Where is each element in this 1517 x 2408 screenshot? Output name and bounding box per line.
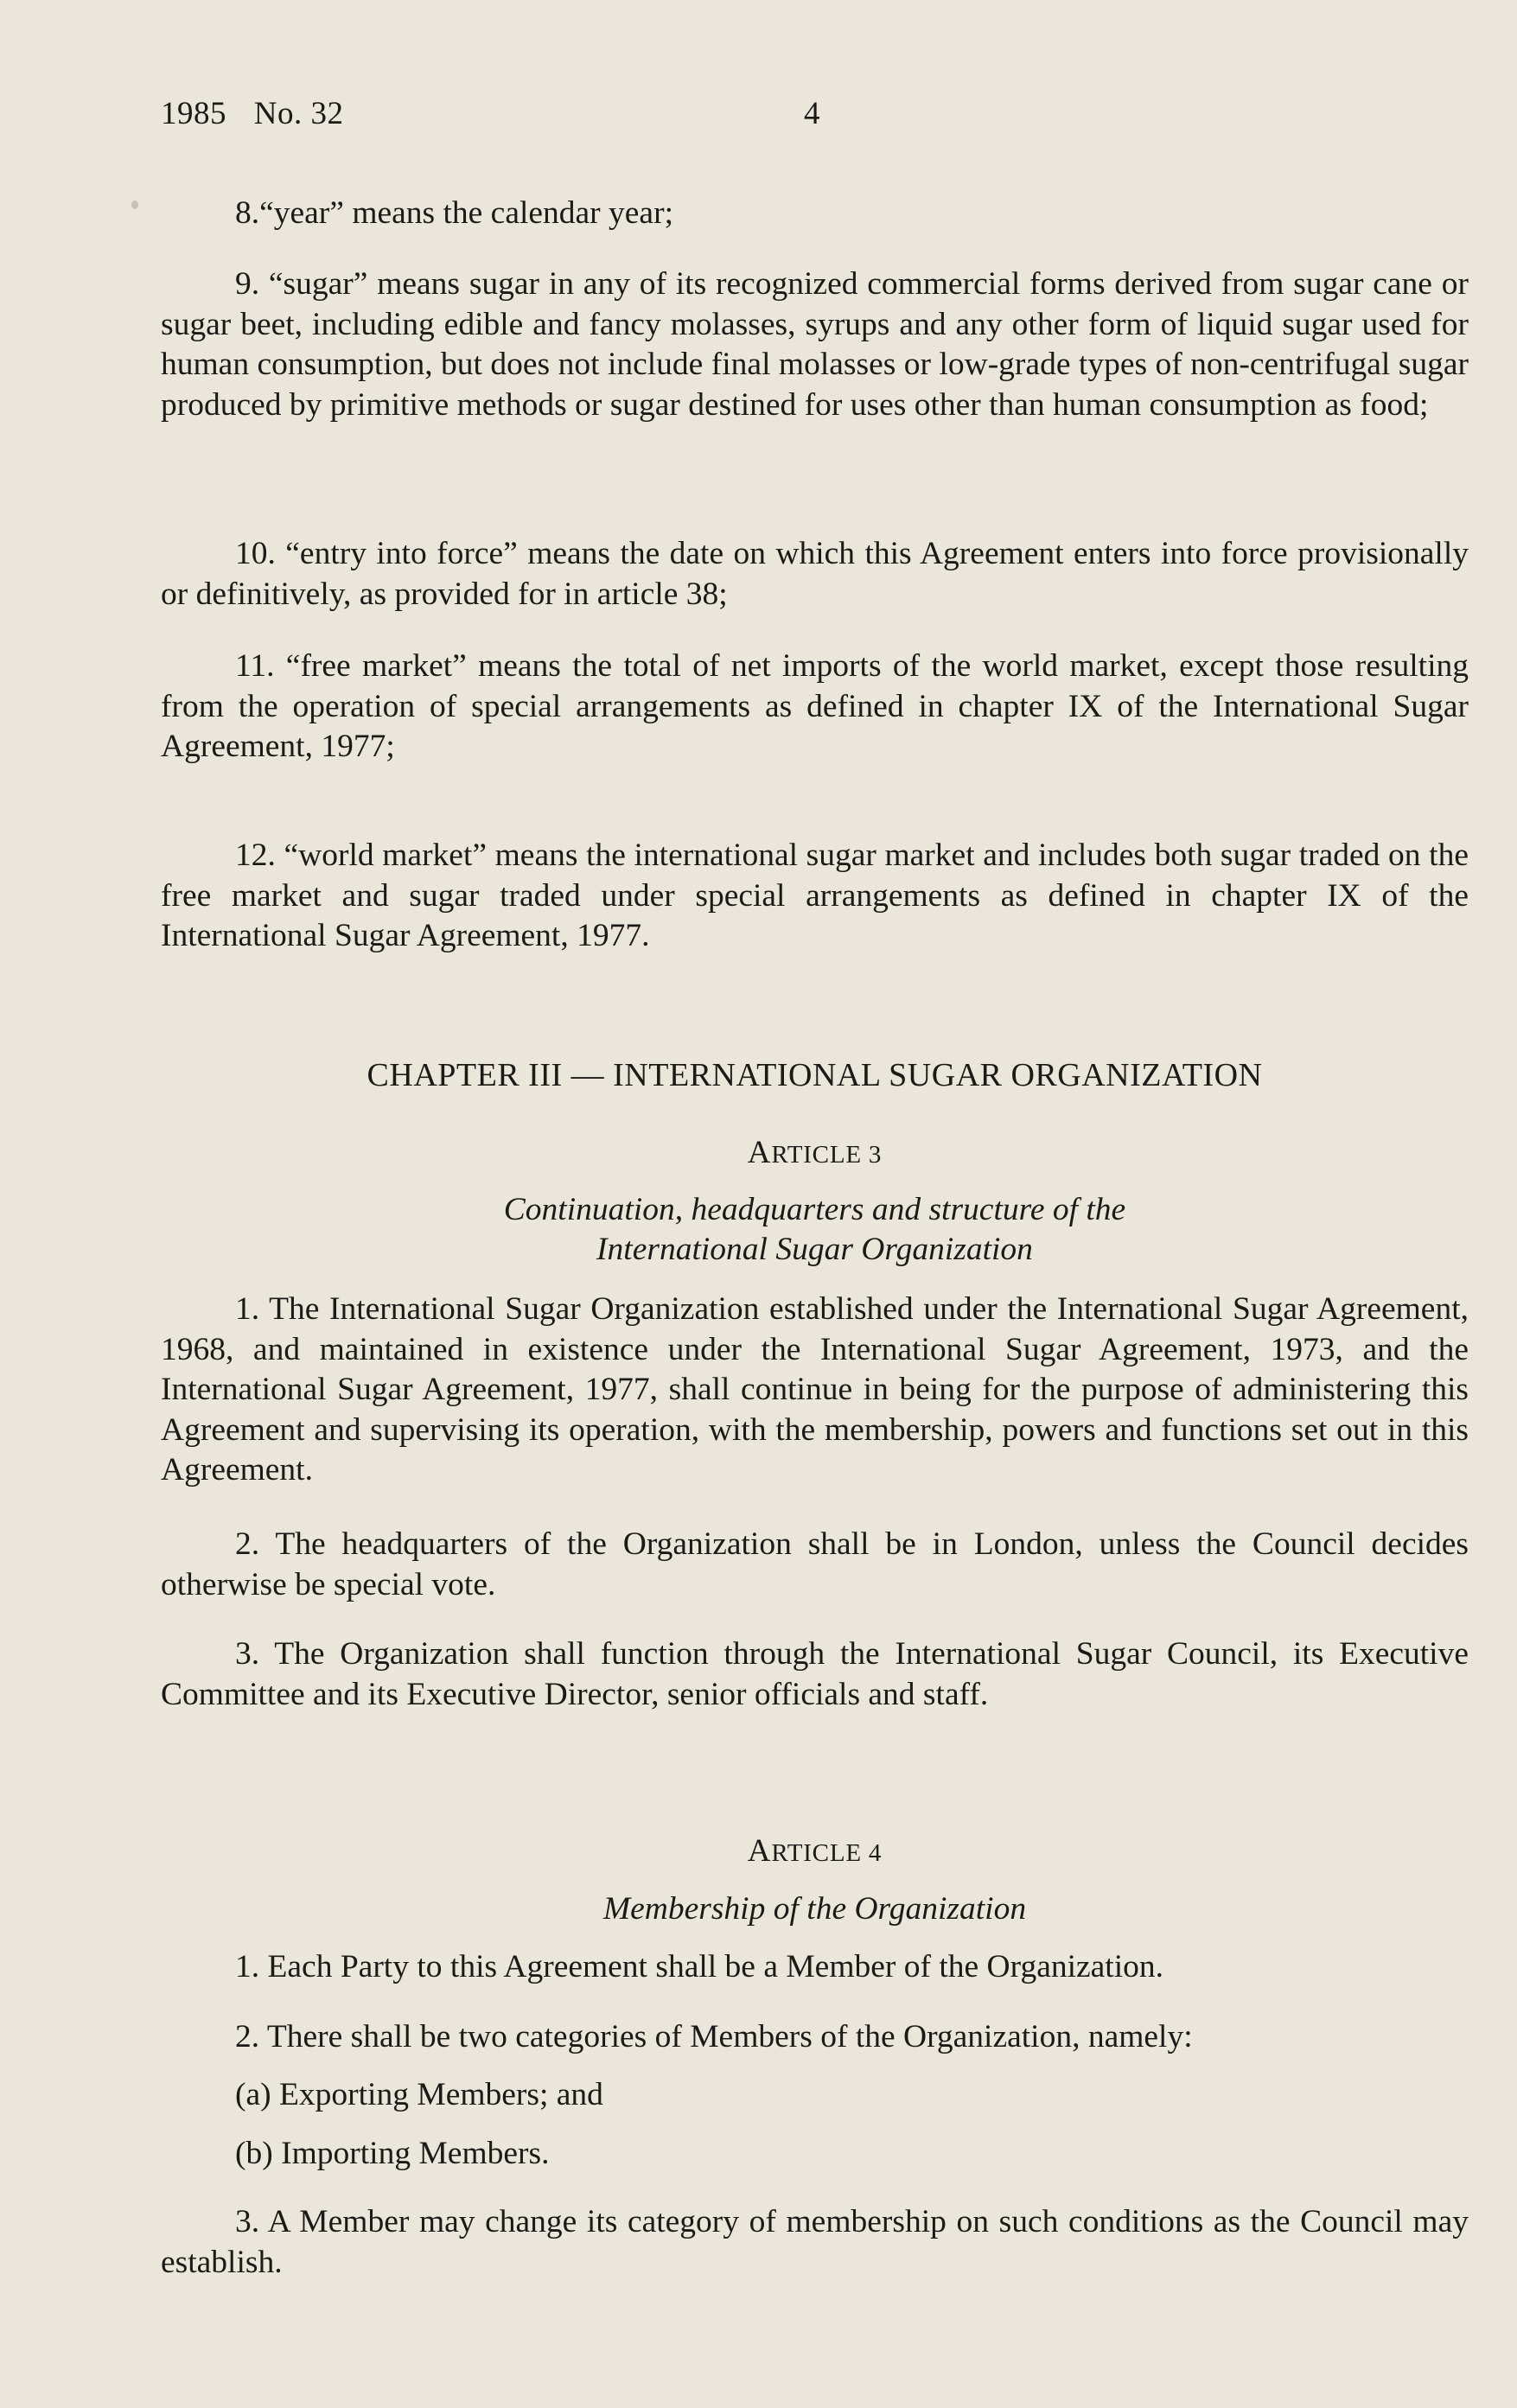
article-3-paragraph-3: 3. The Organization shall function through the International Sugar Council, its Executive Committee and its Executive Director, senior officials and staff. [161, 1636, 1469, 1712]
article-3-heading-rest: RTICLE 3 [771, 1141, 883, 1169]
definition-8: 8.“year” means the calendar year; [235, 195, 673, 231]
article-4-heading-initial: A [747, 1833, 772, 1869]
definition-12: 12. “world market” means the international sugar market and includes both sugar traded on the free market and sugar traded under special arrangements as defined in chapter IX of the International Sugar Agreement, 1977. [161, 838, 1469, 953]
page-number: 4 [804, 96, 820, 131]
article-3-title-line-2: International Sugar Organization [596, 1232, 1033, 1267]
article-4-title: Membership of the Organization [602, 1891, 1027, 1927]
definition-11: 11. “free market” means the total of net imports of the world market, except those resulting from the operation of special arrangements as defined in chapter IX of the International Sugar Agreement, 1977; [161, 648, 1469, 764]
page-smudge [131, 201, 138, 209]
article-4-item-a: (a) Exporting Members; and [235, 2077, 603, 2112]
page-header [161, 95, 343, 132]
article-3-paragraph-1: 1. The International Sugar Organization established under the International Sugar Agreement, 1968, and maintained in existence under the International Sugar Agreement, 1973, and the International Sugar Agreement, 1977, shall continue in being for the purpose of administering this Agreement and supervising its operation, with the membership, powers and functions set out in this Agreement. [161, 1291, 1469, 1487]
article-4-paragraph-1: 1. Each Party to this Agreement shall be a Member of the Organization. [235, 1949, 1164, 1984]
definition-10: 10. “entry into force” means the date on which this Agreement enters into force provisionally or definitively, as provided for in article 38; [161, 536, 1469, 612]
article-4-heading-rest: RTICLE 4 [771, 1839, 883, 1867]
article-4-heading [161, 1832, 1469, 1870]
article-3-title-line-1: Continuation, headquarters and structure of the [503, 1192, 1126, 1227]
chapter-title: CHAPTER III — INTERNATIONAL SUGAR ORGANIZATION [367, 1057, 1263, 1093]
article-3-heading-initial: A [747, 1135, 772, 1170]
article-4-paragraph-2: 2. There shall be two categories of Members of the Organization, namely: [235, 2019, 1193, 2054]
article-4-item-b: (b) Importing Members. [235, 2136, 550, 2171]
definition-9: 9. “sugar” means sugar in any of its recognized commercial forms derived from sugar cane or sugar beet, including edible and fancy molasses, syrups and any other form of liquid sugar used for human consumption, but does not include final molasses or low-grade types of non-centrifugal sugar produced by primitive methods or sugar destined for uses other than human consumption as food; [161, 266, 1469, 423]
header-year: 1985 [161, 96, 226, 131]
article-3-paragraph-2: 2. The headquarters of the Organization shall be in London, unless the Council decides otherwise be special vote. [161, 1526, 1469, 1602]
article-3-heading [161, 1134, 1469, 1171]
header-number: No. 32 [253, 96, 344, 131]
article-4-paragraph-3: 3. A Member may change its category of membership on such conditions as the Council may establish. [161, 2204, 1469, 2280]
